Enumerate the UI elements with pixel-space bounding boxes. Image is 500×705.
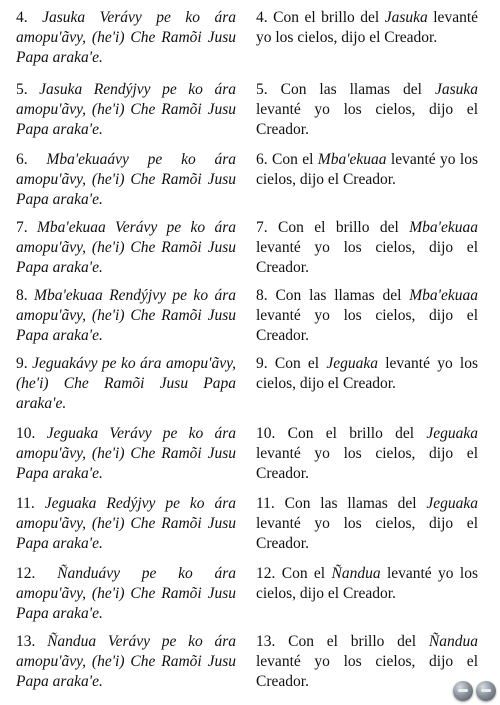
spanish-verse-13: 13. Con el brillo del Ñandua levanté yo los cielos, dijo el Creador. [256, 633, 478, 690]
spanish-verse-10: 10. Con el brillo del Jeguaka levanté yo los cielos, dijo el Creador. [256, 425, 479, 482]
guarani-verse-4: 4. Jasuka Verávy pe ko ára amopu'ãvy, (he'i) Che Ramõi Jusu Papa araka'e. [16, 9, 237, 66]
page-next-icon[interactable] [476, 681, 496, 701]
guarani-verse-7: 7. Mba'ekuaa Verávy pe ko ára amopu'ãvy, (he'i) Che Ramõi Jusu Papa araka'e. [16, 219, 237, 276]
spanish-verse-12: 12. Con el Ñandua levanté yo los cielos, dijo el Creador. [256, 565, 478, 602]
guarani-verse-9: 9. Jeguakávy pe ko ára amopu'ãvy, (he'i) Che Ramõi Jusu Papa araka'e. [16, 355, 237, 412]
spanish-verse-11: 11. Con las llamas del Jeguaka levanté yo los cielos, dijo el Creador. [256, 495, 479, 552]
spanish-verse-7: 7. Con el brillo del Mba'ekuaa levanté yo los cielos, dijo el Creador. [256, 219, 479, 276]
spanish-verse-4: 4. Con el brillo del Jasuka levanté yo los cielos, dijo el Creador. [256, 9, 479, 46]
spanish-verse-8: 8. Con las llamas del Mba'ekuaa levanté yo los cielos, dijo el Creador. [256, 287, 479, 344]
guarani-verse-12: 12. Ñanduávy pe ko ára amopu'ãvy, (he'i) Che Ramõi Jusu Papa araka'e. [16, 565, 237, 622]
spanish-verse-5: 5. Con las llamas del Jasuka levanté yo los cielos, dijo el Creador. [256, 81, 479, 138]
guarani-verse-8: 8. Mba'ekuaa Rendýjvy pe ko ára amopu'ãvy, (he'i) Che Ramõi Jusu Papa araka'e. [16, 287, 237, 344]
guarani-verse-11: 11. Jeguaka Redýjvy pe ko ára amopu'ãvy, (he'i) Che Ramõi Jusu Papa araka'e. [16, 495, 237, 552]
guarani-verse-5: 5. Jasuka Rendýjvy pe ko ára amopu'ãvy, (he'i) Che Ramõi Jusu Papa araka'e. [16, 81, 236, 138]
spanish-verse-9: 9. Con el Jeguaka levanté yo los cielos, dijo el Creador. [256, 355, 479, 392]
guarani-verse-10: 10. Jeguaka Verávy pe ko ára amopu'ãvy, (he'i) Che Ramõi Jusu Papa araka'e. [16, 425, 236, 482]
page-prev-icon[interactable] [453, 681, 473, 701]
spanish-verse-6: 6. Con el Mba'ekuaa levanté yo los cielos, dijo el Creador. [256, 151, 478, 188]
page-navigation [453, 681, 496, 701]
guarani-verse-13: 13. Ñandua Verávy pe ko ára amopu'ãvy, (he'i) Che Ramõi Jusu Papa araka'e. [16, 633, 236, 690]
guarani-verse-6: 6. Mba'ekuaávy pe ko ára amopu'ãvy, (he'i) Che Ramõi Jusu Papa araka'e. [16, 151, 237, 208]
